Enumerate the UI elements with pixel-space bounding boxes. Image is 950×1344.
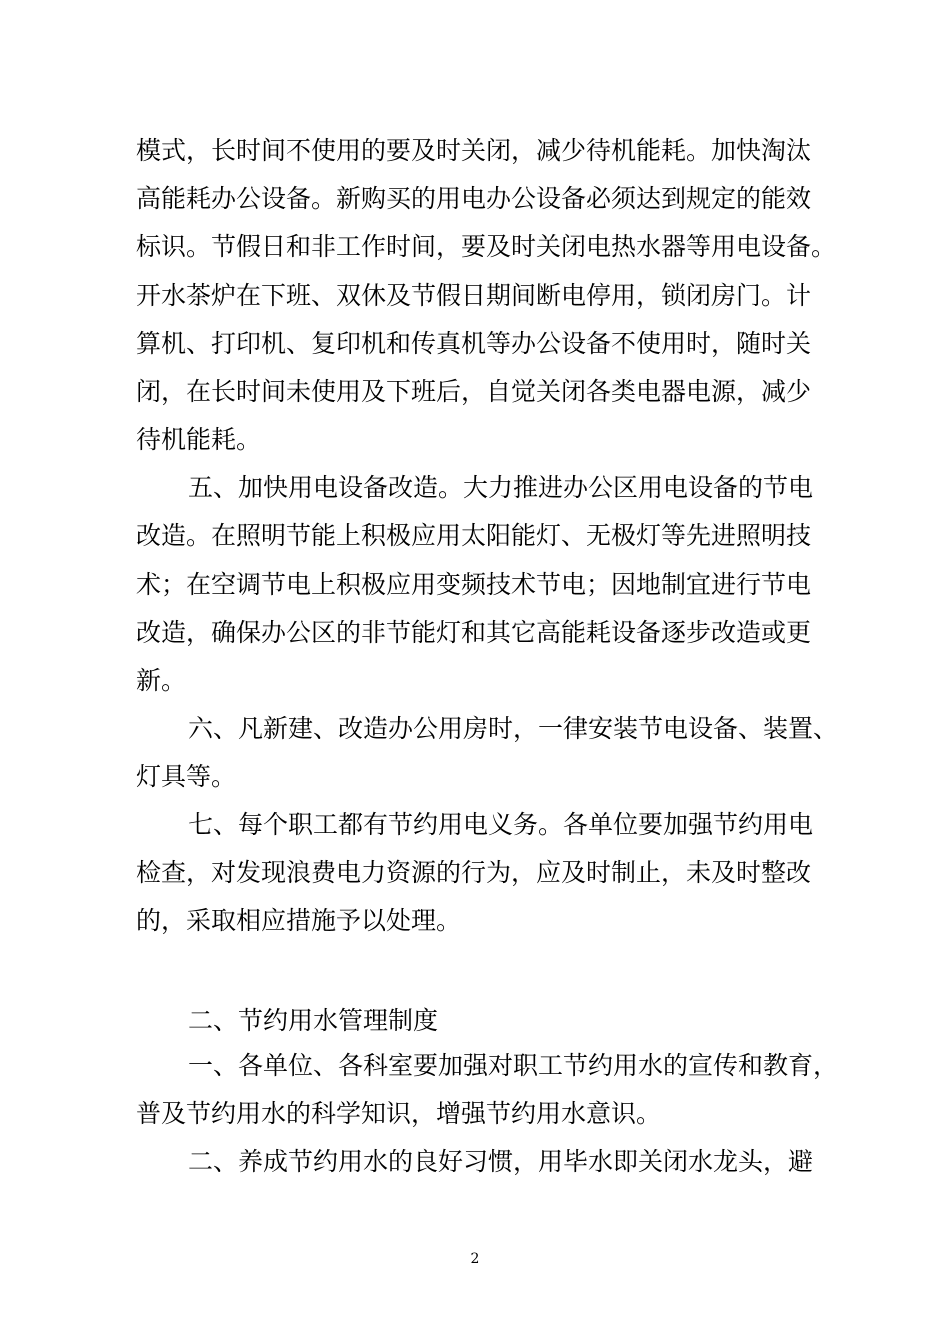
paragraph-first-line: 七、每个职工都有节约用电义务。各单位要加强节约用电 bbox=[188, 810, 814, 839]
paragraph-first-line: 一、各单位、各科室要加强对职工节约用水的宣传和教育， bbox=[188, 1051, 839, 1080]
page-number: 2 bbox=[470, 1251, 480, 1267]
body-text-line: 开水茶炉在下班、双休及节假日期间断电停用，锁闭房门。计 bbox=[136, 281, 812, 310]
body-text-line: 改造，确保办公区的非节能灯和其它高能耗设备逐步改造或更 bbox=[136, 618, 812, 647]
body-text-line: 模式，长时间不使用的要及时关闭，减少待机能耗。加快淘汰 bbox=[136, 136, 812, 165]
body-text-line: 普及节约用水的科学知识，增强节约用水意识。 bbox=[136, 1099, 662, 1128]
body-text-line: 闭，在长时间未使用及下班后，自觉关闭各类电器电源，减少 bbox=[136, 377, 812, 406]
body-text-line: 的，采取相应措施予以处理。 bbox=[136, 906, 462, 935]
paragraph-first-line: 二、养成节约用水的良好习惯，用毕水即关闭水龙头，避 bbox=[188, 1147, 814, 1176]
body-text-line: 检查，对发现浪费电力资源的行为，应及时制止，未及时整改 bbox=[136, 858, 812, 887]
section-heading: 二、节约用水管理制度 bbox=[188, 1006, 439, 1035]
body-text-line: 算机、打印机、复印机和传真机等办公设备不使用时，随时关 bbox=[136, 329, 812, 358]
body-text-line: 灯具等。 bbox=[136, 762, 237, 791]
body-text-line: 高能耗办公设备。新购买的用电办公设备必须达到规定的能效 bbox=[136, 184, 812, 213]
body-text-line: 新。 bbox=[136, 666, 187, 695]
paragraph-first-line: 六、凡新建、改造办公用房时，一律安装节电设备、装置、 bbox=[188, 714, 839, 743]
body-text-line: 改造。在照明节能上积极应用太阳能灯、无极灯等先进照明技 bbox=[136, 521, 812, 550]
body-text-line: 待机能耗。 bbox=[136, 425, 262, 454]
body-text-line: 术；在空调节电上积极应用变频技术节电；因地制宜进行节电 bbox=[136, 570, 812, 599]
body-text-line: 标识。节假日和非工作时间，要及时关闭电热水器等用电设备。 bbox=[136, 232, 837, 261]
paragraph-first-line: 五、加快用电设备改造。大力推进办公区用电设备的节电 bbox=[188, 473, 814, 502]
